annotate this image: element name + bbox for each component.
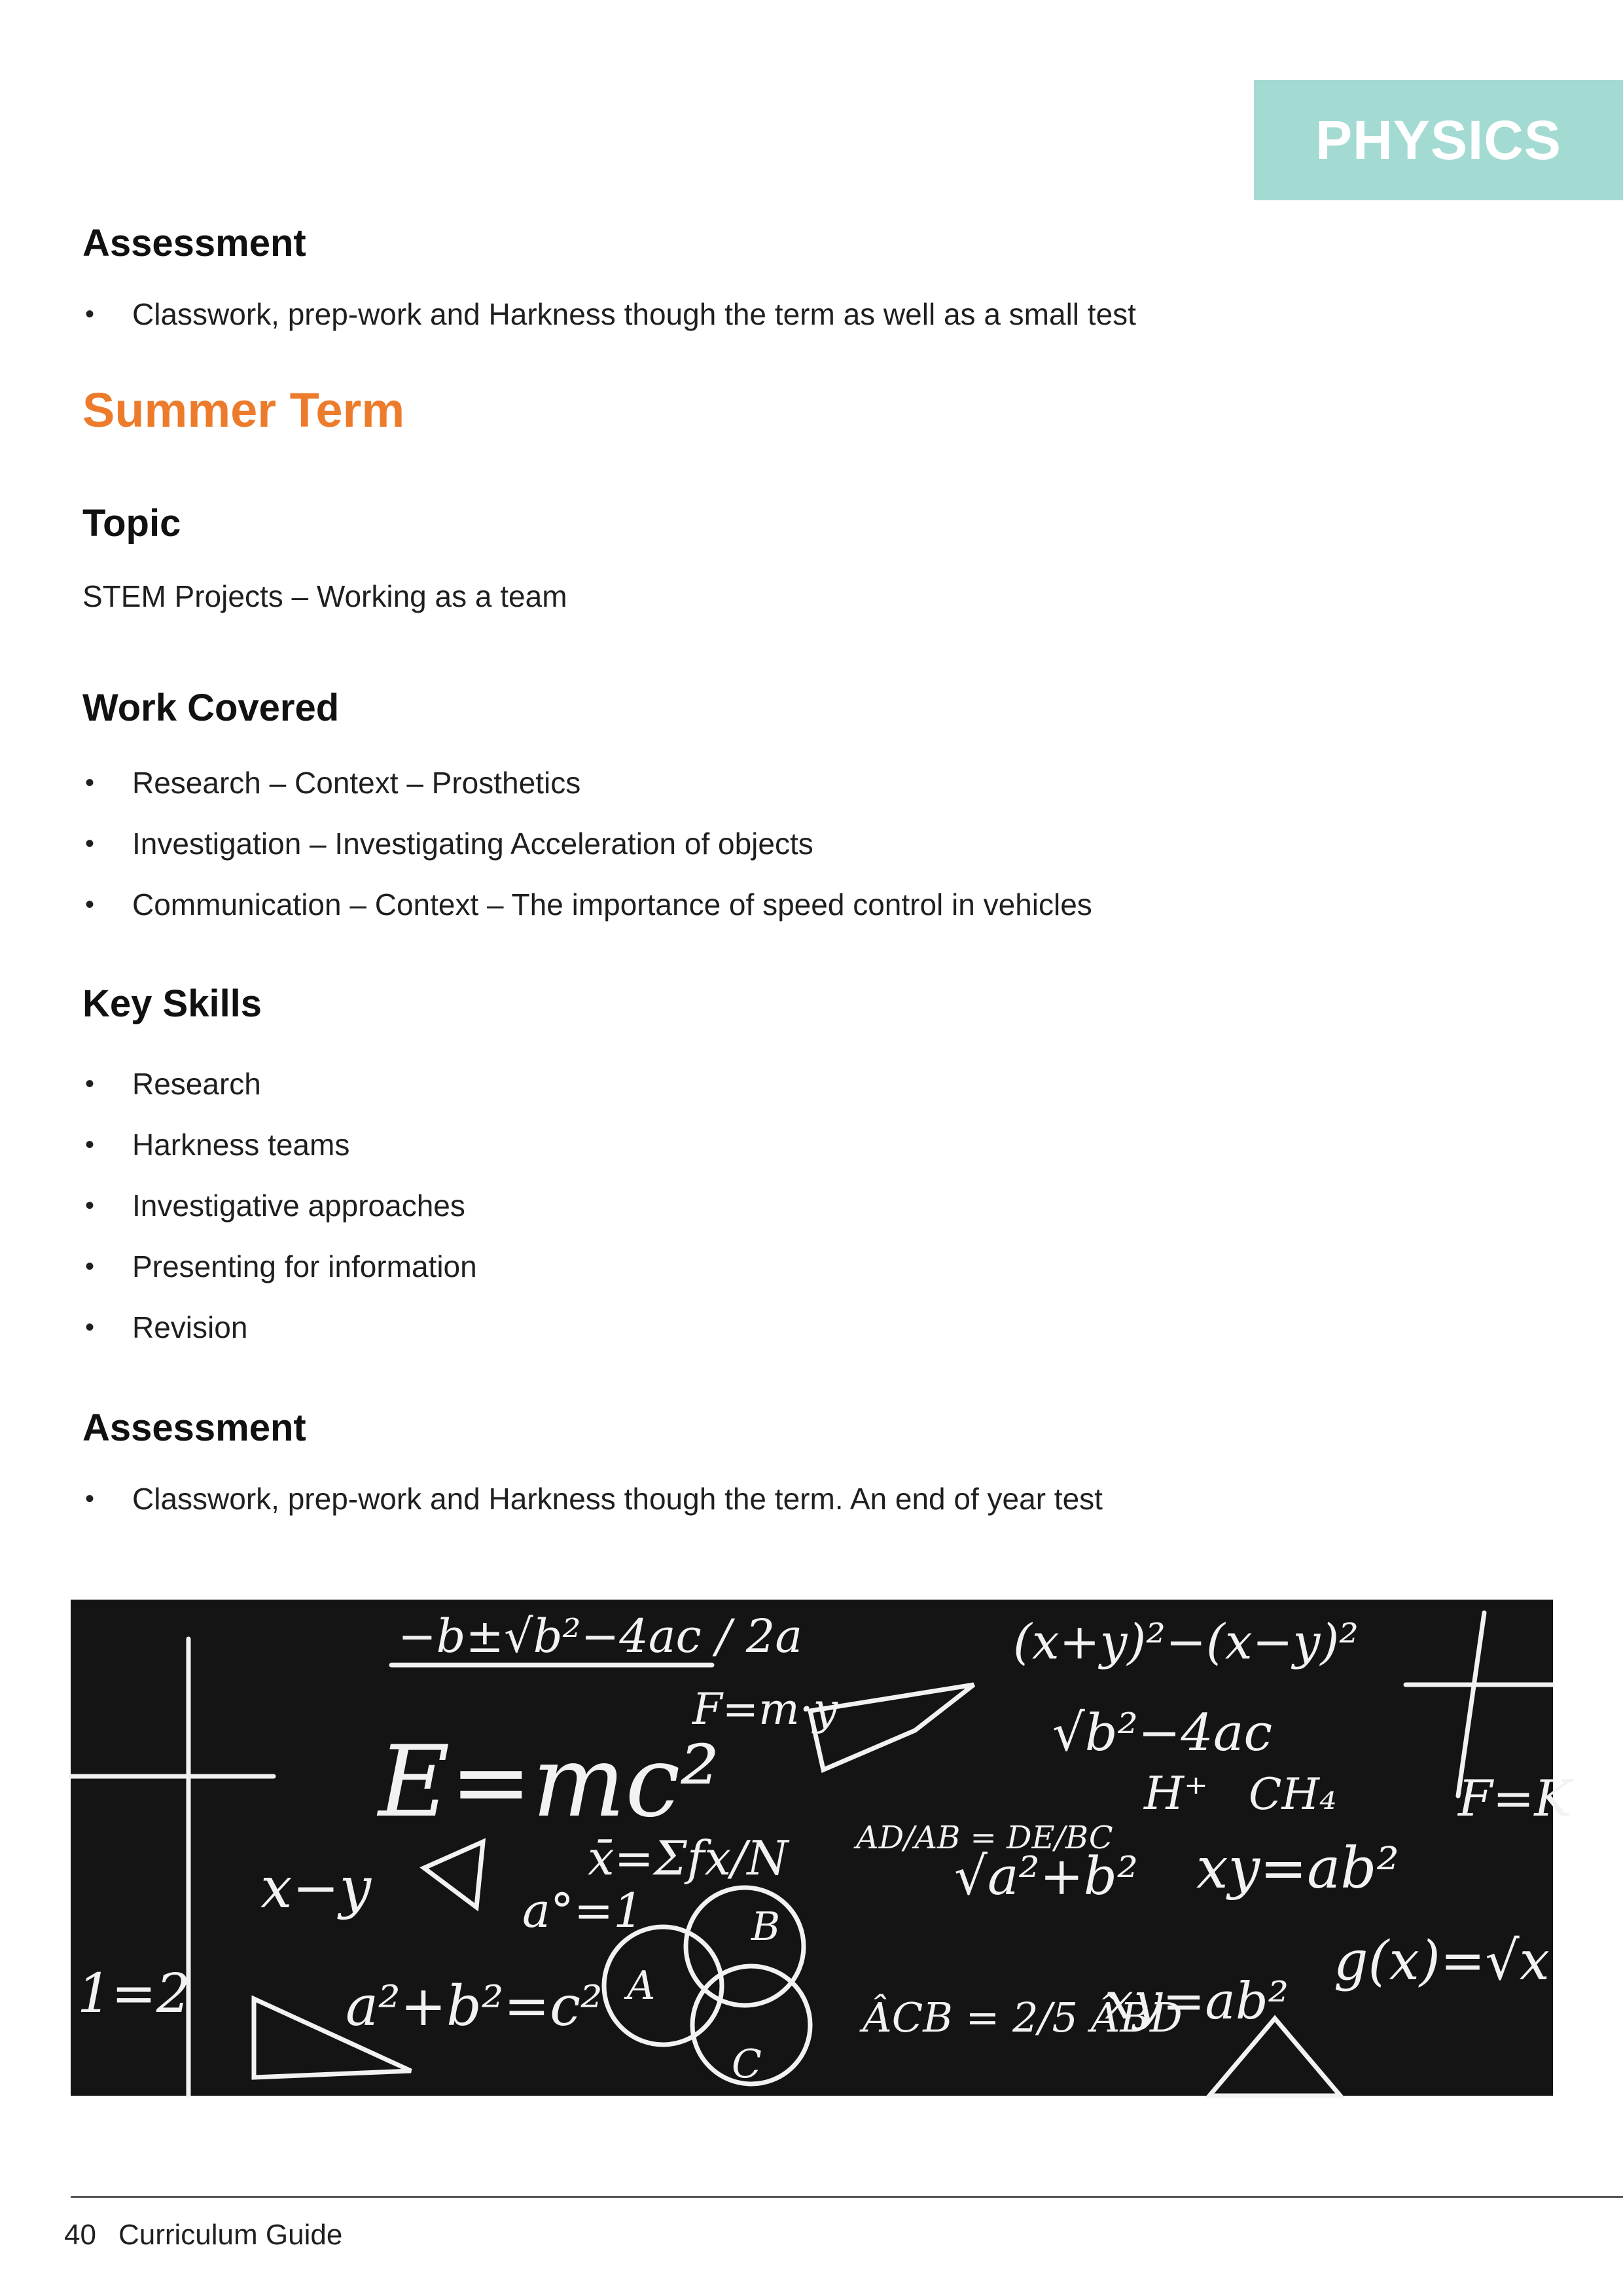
chalkboard-drawing — [71, 1600, 1572, 2096]
formula-methane: CH₄ — [1249, 1769, 1337, 1820]
formula-emc2: E=mc² — [378, 1725, 720, 1839]
venn-label-c: C — [732, 2041, 762, 2087]
bullet-icon: • — [85, 890, 95, 919]
formula-x-minus-y: x−y — [260, 1856, 372, 1921]
footer-divider — [71, 2196, 1623, 2198]
formula-a-deg: a°=1 — [522, 1883, 644, 1938]
formula-binomial: (x+y)²−(x−y)² — [1013, 1614, 1359, 1670]
topic-heading: Topic — [82, 502, 181, 545]
work-covered-list — [82, 764, 1092, 947]
bullet-icon: • — [85, 1191, 95, 1220]
key-skills-heading: Key Skills — [82, 982, 262, 1025]
bullet-icon: • — [85, 1252, 95, 1281]
key-skills-list — [82, 1066, 477, 1370]
bullet-icon: • — [85, 829, 95, 858]
bullet-icon: • — [85, 768, 95, 797]
subject-tab-label: PHYSICS — [1315, 109, 1561, 171]
venn-label-b: B — [751, 1904, 781, 1950]
chalk-triangle — [424, 1842, 483, 1907]
formula-ratio: AD/AB = DE/BC — [856, 1820, 1113, 1856]
list-item: • Classwork, prep-work and Harkness though the term. An end of year test — [85, 1482, 1103, 1516]
subject-tab — [1254, 80, 1623, 200]
chalk-hatched-line — [1458, 1613, 1484, 1796]
bullet-icon: • — [85, 1484, 95, 1513]
assessment-prev-list — [82, 296, 1136, 357]
assessment-heading: Assessment — [82, 1407, 306, 1449]
assessment-prev-heading: Assessment — [82, 222, 306, 264]
formula-one-two: 1=2 — [77, 1963, 191, 2025]
formula-root-sum: √a²+b² — [954, 1846, 1139, 1907]
formula-discriminant: √b²−4ac — [1052, 1704, 1273, 1763]
formula-angle: ÂCB = 2/5 ÂBD — [863, 1994, 1183, 2041]
chalkboard-image — [71, 1600, 1572, 2096]
bullet-icon: • — [85, 300, 95, 329]
list-item: • Research — [85, 1067, 261, 1101]
work-covered-heading: Work Covered — [82, 687, 340, 729]
list-item: • Investigation – Investigating Acceleration of objects — [85, 827, 813, 861]
formula-fk: F=K — [1458, 1769, 1572, 1827]
venn-label-a: A — [627, 1963, 656, 2009]
page-number: 40 — [64, 2219, 96, 2251]
formula-force: F=m·y — [692, 1684, 838, 1734]
list-item: • Classwork, prep-work and Harkness though the term as well as a small test — [85, 297, 1136, 331]
list-item: • Presenting for information — [85, 1249, 477, 1283]
list-item: • Research – Context – Prosthetics — [85, 766, 581, 800]
formula-xyab-2: xy=ab² — [1105, 1972, 1289, 2031]
formula-mean: x̄=Σfx/N — [588, 1831, 789, 1886]
formula-xyab: xy=ab² — [1196, 1836, 1399, 1901]
term-heading: Summer Term — [82, 383, 405, 437]
formula-pythagoras: a²+b²=c² — [346, 1974, 603, 2038]
formula-hplus: H⁺ — [1144, 1767, 1208, 1820]
bullet-icon: • — [85, 1069, 95, 1098]
list-item: • Revision — [85, 1310, 248, 1344]
list-item: • Communication – Context – The importance of speed control in vehicles — [85, 888, 1092, 922]
footer-title: Curriculum Guide — [118, 2219, 343, 2251]
formula-quadratic: −b±√b²−4ac / 2a — [398, 1609, 803, 1663]
formula-gx: g(x)=√x — [1334, 1930, 1550, 1992]
list-item: • Investigative approaches — [85, 1189, 465, 1223]
bullet-icon: • — [85, 1130, 95, 1159]
topic-text: STEM Projects – Working as a team — [82, 579, 567, 613]
list-item: • Harkness teams — [85, 1128, 350, 1162]
bullet-icon: • — [85, 1313, 95, 1342]
venn-circle-a — [604, 1927, 722, 2045]
page-footer — [64, 2219, 342, 2251]
assessment-list — [82, 1480, 1103, 1541]
